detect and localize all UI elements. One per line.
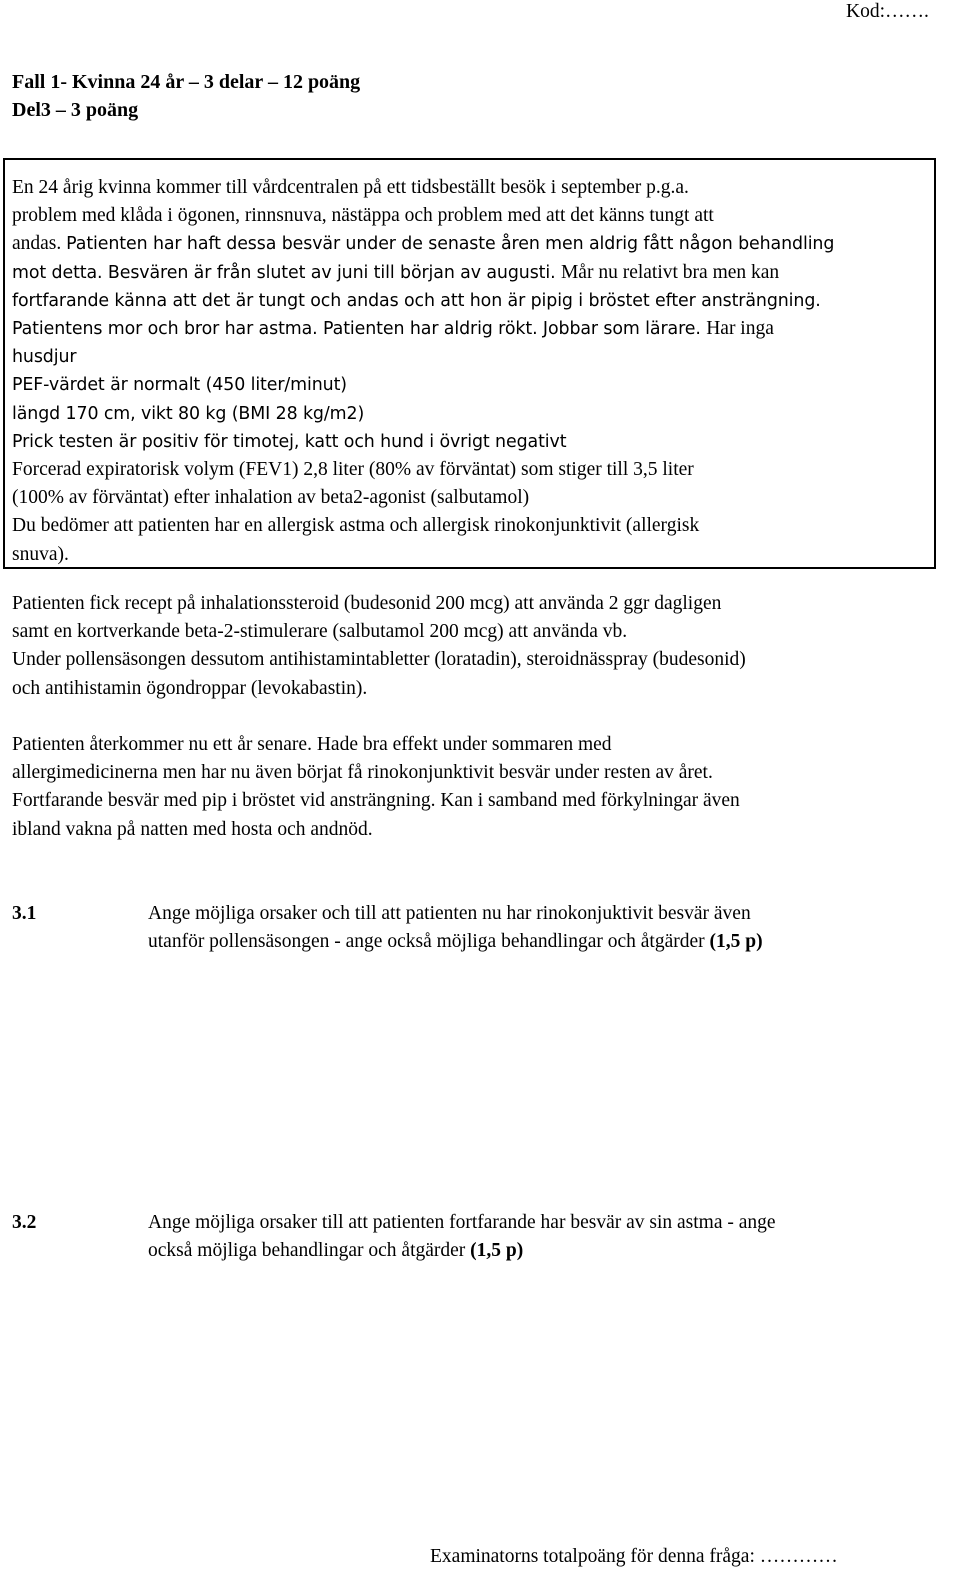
question-text — [148, 1209, 948, 1265]
paragraph-line: Under pollensäsongen dessutom antihistamintabletter (loratadin), steroidnässpray (budesonid) — [12, 649, 746, 671]
case-line: Prick testen är positiv för timotej, katt och hund i övrigt negativt — [12, 431, 567, 452]
question-text — [148, 900, 948, 956]
question-line-text: också möjliga behandlingar och åtgärder — [148, 1240, 471, 1262]
case-line: (100% av förväntat) efter inhalation av beta2-agonist (salbutamol) — [12, 487, 530, 509]
case-line: PEF-värdet är normalt (450 liter/minut) — [12, 375, 347, 396]
question-line: Ange möjliga orsaker till att patienten fortfarande har besvär av sin astma - ange — [148, 1212, 776, 1233]
case-line — [12, 230, 942, 258]
question-points: (1,5 p) — [470, 1240, 524, 1262]
question-number: 3.1 — [12, 903, 37, 924]
paragraph-line: och antihistamin ögondroppar (levokabastin). — [12, 677, 368, 699]
case-line: Du bedömer att patienten har en allergisk astma och allergisk rinokonjunktivit (allergisk — [12, 515, 700, 537]
case-line: problem med klåda i ögonen, rinnsnuva, nästäppa och problem med att det känns tungt att — [12, 205, 714, 227]
question-line — [148, 1237, 948, 1265]
case-line: En 24 årig kvinna kommer till vårdcentralen på ett tidsbeställt besök i september p.g.a. — [12, 177, 689, 198]
question-line — [148, 928, 948, 956]
case-line: fortfarande känna att det är tungt och andas och att hon är pipig i bröstet efter ansträngning. — [12, 290, 821, 311]
code-field: Kod:……. — [846, 1, 929, 22]
case-line — [12, 315, 942, 343]
case-line: Forcerad expiratorisk volym (FEV1) 2,8 liter (80% av förväntat) som stiger till 3,5 liter — [12, 459, 694, 481]
case-heading — [12, 68, 360, 124]
paragraph-line: Patienten fick recept på inhalationssteroid (budesonid 200 mcg) att använda 2 ggr dagligen — [12, 593, 722, 614]
followup-paragraph — [12, 731, 942, 844]
case-text-sans: Patientens mor och bror har astma. Patienten har aldrig rökt. Jobbar som lärare. — [12, 319, 707, 340]
case-text-serif: Har inga — [706, 318, 774, 340]
case-line — [12, 259, 942, 287]
case-description — [12, 174, 942, 569]
case-title: Fall 1- Kvinna 24 år – 3 delar – 12 poäng — [12, 71, 361, 93]
case-text-sans: mot detta. Besvären är från slutet av juni till början av augusti. — [12, 262, 561, 283]
case-text-serif: andas. — [12, 233, 67, 255]
examiner-total-points: Examinatorns totalpoäng för denna fråga: ………… — [430, 1546, 838, 1567]
paragraph-line: Patienten återkommer nu ett år senare. Hade bra effekt under sommaren med — [12, 734, 612, 755]
paragraph-line: ibland vakna på natten med hosta och andnöd. — [12, 818, 373, 840]
paragraph-line: allergimedicinerna men har nu även börjat få rinokonjunktivit besvär under resten av året. — [12, 762, 713, 784]
question-line-text: utanför pollensäsongen - ange också möjliga behandlingar och åtgärder — [148, 931, 710, 953]
case-text-serif: Mår nu relativt bra men kan — [560, 261, 780, 283]
case-line: husdjur — [12, 347, 77, 368]
question-number: 3.2 — [12, 1212, 37, 1233]
paragraph-line: samt en kortverkande beta-2-stimulerare (salbutamol 200 mcg) att använda vb. — [12, 621, 628, 643]
case-text-sans: Patienten har haft dessa besvär under de senaste åren men aldrig fått någon behandling — [66, 234, 835, 255]
case-line: längd 170 cm, vikt 80 kg (BMI 28 kg/m2) — [12, 403, 365, 424]
treatment-paragraph — [12, 590, 942, 703]
paragraph-line: Fortfarande besvär med pip i bröstet vid ansträngning. Kan i samband med förkylningar även — [12, 790, 740, 812]
question-line: Ange möjliga orsaker och till att patienten nu har rinokonjuktivit besvär även — [148, 903, 751, 924]
question-points: (1,5 p) — [709, 931, 763, 953]
case-line: snuva). — [12, 543, 69, 565]
part-title: Del3 – 3 poäng — [12, 99, 139, 121]
